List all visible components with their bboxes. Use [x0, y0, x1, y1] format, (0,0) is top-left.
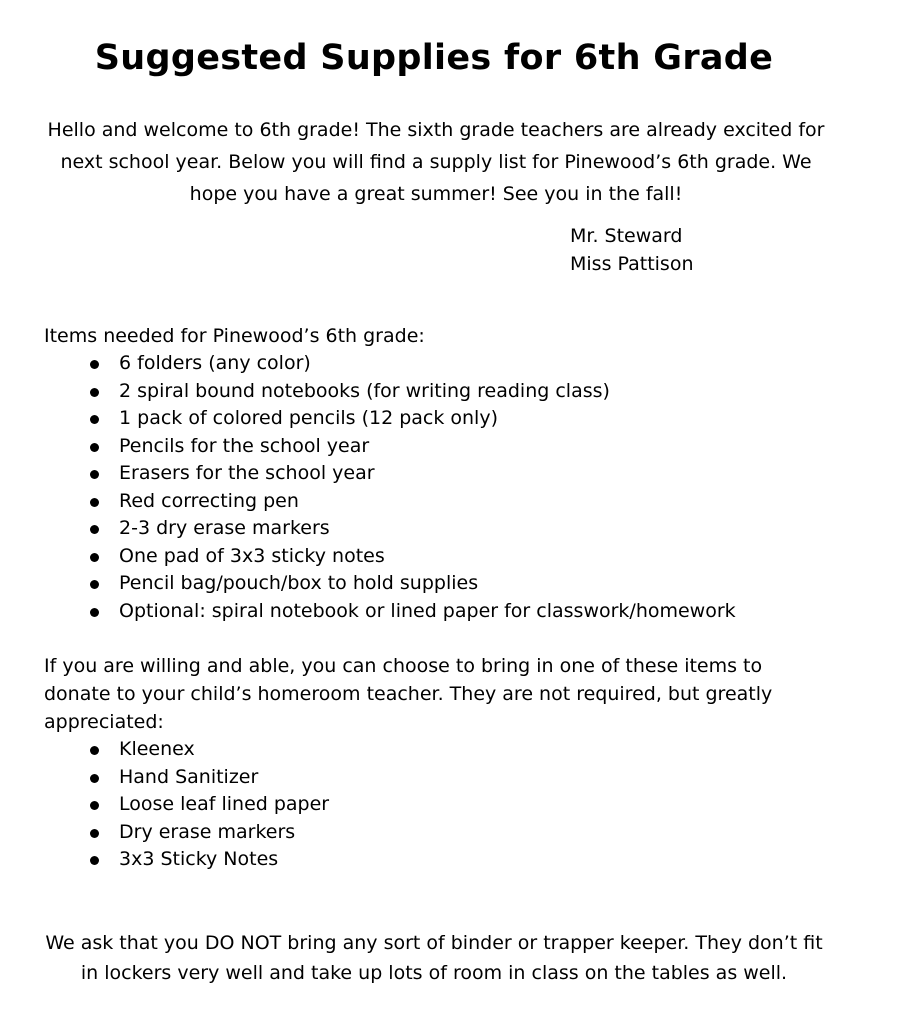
- intro-line: Hello and welcome to 6th grade! The sixth grade teachers are already excited for: [47, 119, 825, 141]
- bullet-icon: [90, 580, 99, 589]
- closing-line: We ask that you DO NOT bring any sort of binder or trapper keeper. They don’t fit: [45, 932, 823, 954]
- bullet-icon: [90, 801, 99, 810]
- signature-name: Mr. Steward: [570, 225, 683, 247]
- intro-line: next school year. Below you will find a supply list for Pinewood’s 6th grade. We: [60, 151, 812, 173]
- list-item-text: 6 folders (any color): [119, 352, 311, 374]
- bullet-icon: [90, 774, 99, 783]
- donation-paragraph: [44, 652, 844, 736]
- bullet-icon: [90, 360, 99, 369]
- bullet-icon: [90, 498, 99, 507]
- donation-line: If you are willing and able, you can choose to bring in one of these items to: [44, 655, 763, 677]
- donation-line: appreciated:: [44, 711, 164, 733]
- list-item-text: One pad of 3x3 sticky notes: [119, 544, 385, 567]
- intro-paragraph: [44, 114, 828, 210]
- intro-line: hope you have a great summer! See you in the fall!: [189, 183, 683, 205]
- bullet-icon: [90, 856, 99, 865]
- list-item-text: Dry erase markers: [119, 820, 296, 843]
- bullet-icon: [90, 525, 99, 534]
- bullet-icon: [90, 608, 99, 617]
- bullet-icon: [90, 829, 99, 838]
- list-item-text: Loose leaf lined paper: [119, 793, 330, 815]
- list-item-text: Pencil bag/pouch/box to hold supplies: [119, 572, 479, 594]
- list-item-text: Kleenex: [119, 738, 195, 760]
- list-item-text: 2 spiral bound notebooks (for writing reading class): [119, 379, 610, 402]
- bullet-icon: [90, 388, 99, 397]
- list-item-text: Optional: spiral notebook or lined paper for classwork/homework: [119, 599, 736, 622]
- list-item-text: Hand Sanitizer: [119, 765, 259, 788]
- donation-line: donate to your child’s homeroom teacher. They are not required, but greatly: [44, 683, 773, 705]
- signature-name: Miss Pattison: [570, 253, 694, 275]
- list-item-text: 2-3 dry erase markers: [119, 517, 330, 539]
- bullet-icon: [90, 470, 99, 479]
- page-title: Suggested Supplies for 6th Grade: [94, 38, 774, 78]
- list-item-text: Red correcting pen: [119, 489, 299, 512]
- list-item-text: Pencils for the school year: [119, 434, 370, 457]
- bullet-icon: [90, 443, 99, 452]
- list-item-text: 1 pack of colored pencils (12 pack only): [119, 407, 498, 429]
- signature-block: [570, 222, 694, 278]
- list-item-text: Erasers for the school year: [119, 462, 375, 484]
- list-item-text: 3x3 Sticky Notes: [119, 848, 279, 870]
- bullet-icon: [90, 415, 99, 424]
- bullet-icon: [90, 746, 99, 755]
- items-heading: Items needed for Pinewood’s 6th grade:: [44, 325, 425, 347]
- bullet-icon: [90, 553, 99, 562]
- closing-line: in lockers very well and take up lots of room in class on the tables as well.: [80, 962, 788, 984]
- closing-paragraph: [0, 928, 868, 988]
